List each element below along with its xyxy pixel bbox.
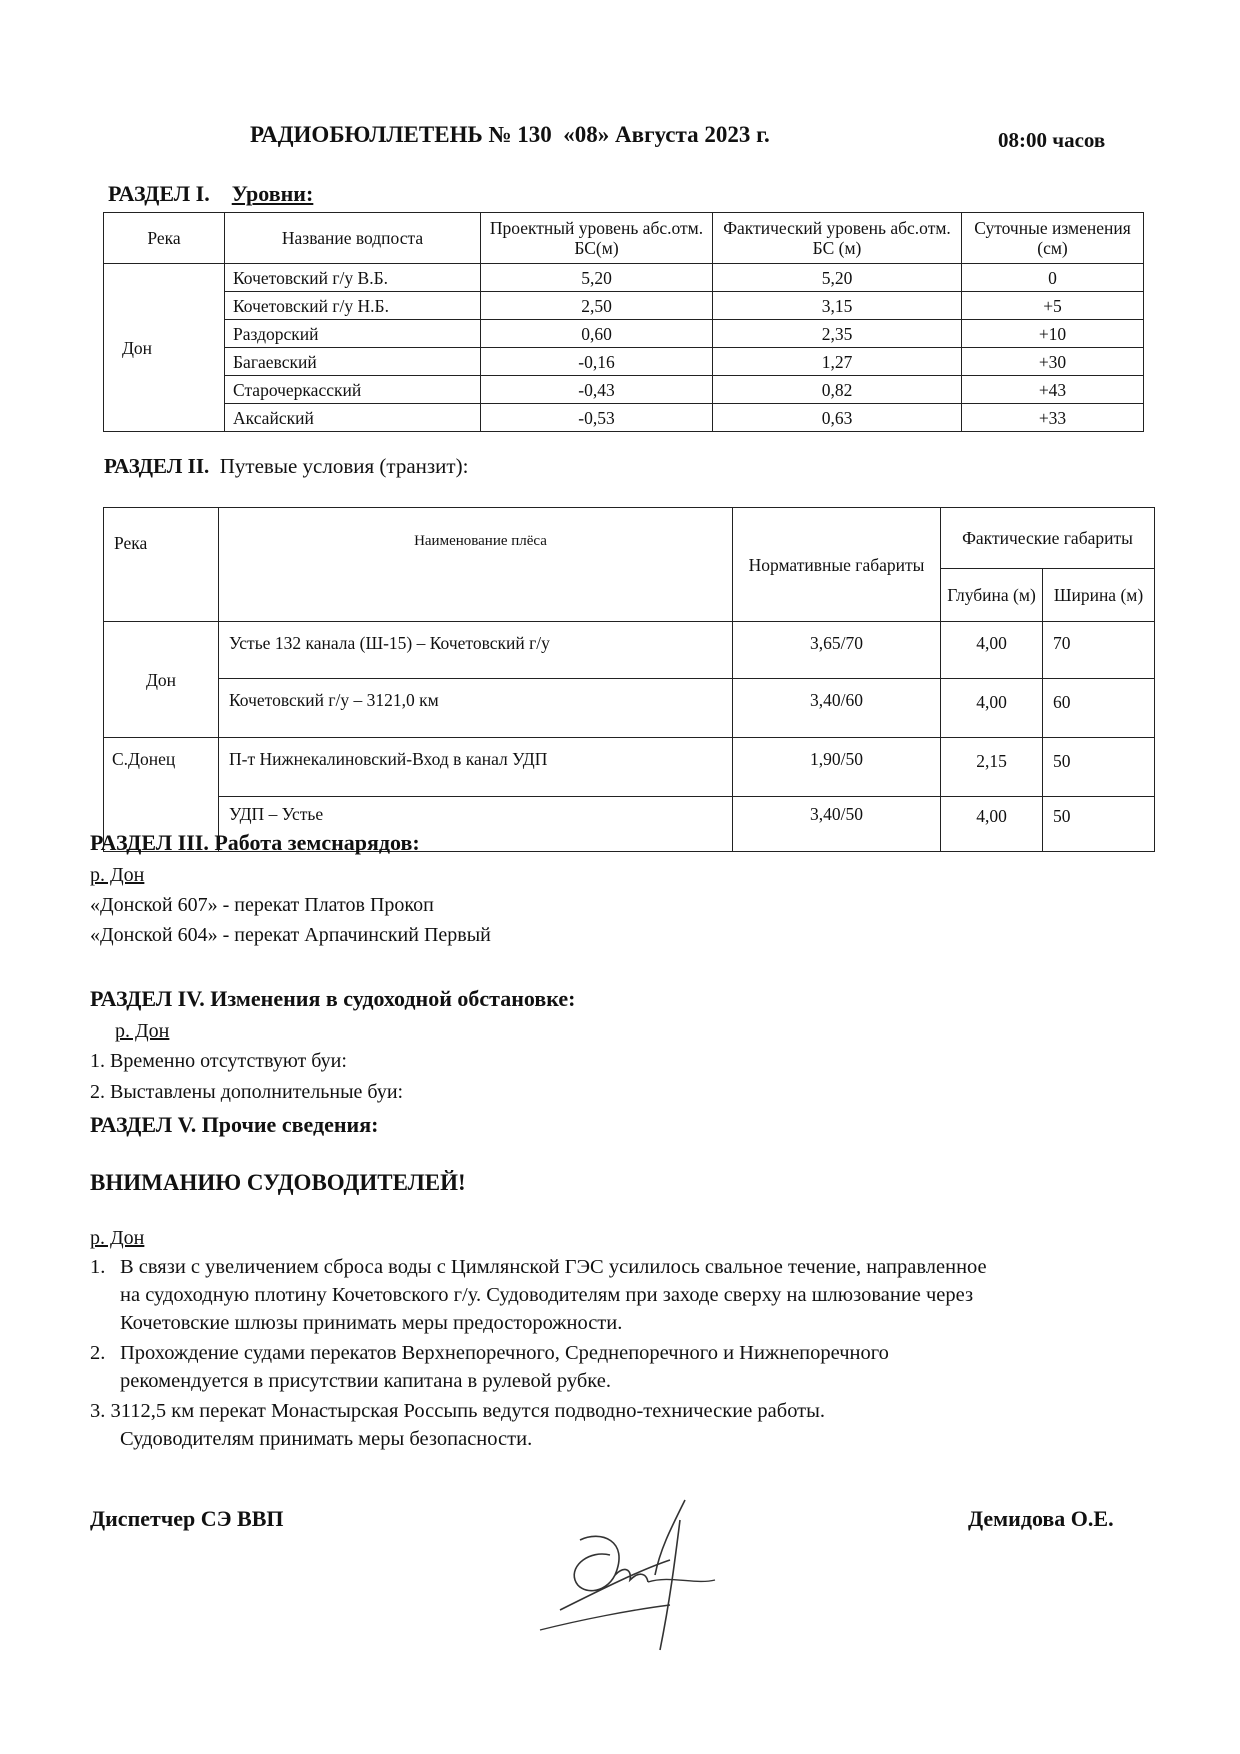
project-level: 5,20 xyxy=(481,264,713,292)
reach-name: Устье 132 канала (Ш-15) – Кочетовский г/у xyxy=(219,622,733,679)
daily-change: +5 xyxy=(962,292,1144,320)
note-number: 3. xyxy=(90,1400,106,1422)
route-col-width: Ширина (м) xyxy=(1043,569,1155,622)
actual-level: 1,27 xyxy=(713,348,962,376)
levels-col-actual: Фактический уровень абс.отм. БС (м) xyxy=(713,213,962,264)
levels-col-change: Суточные изменения (см) xyxy=(962,213,1144,264)
actual-depth: 4,00 xyxy=(941,622,1043,679)
actual-level: 2,35 xyxy=(713,320,962,348)
table-row xyxy=(104,738,1155,797)
norm-dimensions: 3,65/70 xyxy=(733,622,941,679)
note-line: Кочетовские шлюзы принимать меры предосторожности. xyxy=(120,1312,623,1334)
project-level: -0,53 xyxy=(481,404,713,432)
route-conditions-table xyxy=(103,507,1155,852)
levels-col-station: Название водпоста xyxy=(225,213,481,264)
daily-change: 0 xyxy=(962,264,1144,292)
reach-name: УДП – Устье xyxy=(219,797,733,852)
section3-river: р. Дон xyxy=(90,864,145,886)
table-row xyxy=(104,264,1144,292)
project-level: -0,16 xyxy=(481,348,713,376)
dredger-item: «Донской 604» - перекат Арпачинский Первый xyxy=(90,924,491,946)
station-name: Кочетовский г/у Н.Б. xyxy=(225,292,481,320)
note-line: на судоходную плотину Кочетовского г/у. Судоводителям при заходе сверху на шлюзование через xyxy=(120,1284,974,1306)
actual-width: 50 xyxy=(1043,797,1155,852)
actual-depth: 4,00 xyxy=(941,797,1043,852)
buoy-item: 1. Временно отсутствуют буи: xyxy=(90,1050,347,1072)
actual-depth: 4,00 xyxy=(941,679,1043,738)
daily-change: +30 xyxy=(962,348,1144,376)
levels-table xyxy=(103,212,1144,432)
table-row xyxy=(104,679,1155,738)
section2-title xyxy=(104,454,468,479)
section4-river: р. Дон xyxy=(115,1020,170,1042)
section3-title: РАЗДЕЛ III. Работа земснарядов: xyxy=(90,830,420,855)
note-line: рекомендуется в присутствии капитана в рулевой рубке. xyxy=(120,1370,611,1392)
actual-level: 0,63 xyxy=(713,404,962,432)
section1-title-text: Уровни: xyxy=(231,181,314,206)
note-line: Судоводителям принимать меры безопасности. xyxy=(120,1428,533,1450)
route-col-name: Наименование плёса xyxy=(219,508,733,622)
norm-dimensions: 3,40/60 xyxy=(733,679,941,738)
table-row xyxy=(104,404,1144,432)
section2-title-text: Путевые условия (транзит): xyxy=(219,454,469,478)
note-number: 2. xyxy=(90,1342,106,1364)
actual-level: 5,20 xyxy=(713,264,962,292)
station-name: Старочеркасский xyxy=(225,376,481,404)
norm-dimensions: 3,40/50 xyxy=(733,797,941,852)
station-name: Багаевский xyxy=(225,348,481,376)
station-name: Раздорский xyxy=(225,320,481,348)
route-table-header xyxy=(104,508,1155,569)
daily-change: +43 xyxy=(962,376,1144,404)
bulletin-time: 08:00 часов xyxy=(998,128,1106,152)
note-number: 1. xyxy=(90,1256,106,1278)
route-river-cell: Дон xyxy=(104,622,219,738)
daily-change: +33 xyxy=(962,404,1144,432)
section5-title: РАЗДЕЛ V. Прочие сведения: xyxy=(90,1112,379,1137)
actual-level: 0,82 xyxy=(713,376,962,404)
levels-col-river: Река xyxy=(104,213,225,264)
attention-note xyxy=(90,1339,1190,1395)
table-row xyxy=(104,622,1155,679)
section4-title: РАЗДЕЛ IV. Изменения в судоходной обстановке: xyxy=(90,986,576,1011)
daily-change: +10 xyxy=(962,320,1144,348)
route-col-actual: Фактические габариты xyxy=(941,508,1155,569)
route-river-cell: С.Донец xyxy=(104,738,219,852)
project-level: 0,60 xyxy=(481,320,713,348)
route-col-norm: Нормативные габариты xyxy=(733,508,941,622)
note-line: 3112,5 км перекат Монастырская Россыпь ведутся подводно-технические работы. xyxy=(110,1400,826,1422)
signer-position: Диспетчер СЭ ВВП xyxy=(90,1506,284,1531)
actual-width: 60 xyxy=(1043,679,1155,738)
actual-width: 70 xyxy=(1043,622,1155,679)
actual-depth: 2,15 xyxy=(941,738,1043,797)
attention-title: ВНИМАНИЮ СУДОВОДИТЕЛЕЙ! xyxy=(90,1170,466,1195)
bulletin-title: РАДИОБЮЛЛЕТЕНЬ № 130 «08» Августа 2023 г. xyxy=(250,122,770,147)
attention-note xyxy=(90,1397,1190,1453)
project-level: 2,50 xyxy=(481,292,713,320)
signer-name: Демидова О.Е. xyxy=(968,1506,1114,1531)
dredger-item: «Донской 607» - перекат Платов Прокоп xyxy=(90,894,434,916)
levels-table-header xyxy=(104,213,1144,264)
route-col-river: Река xyxy=(104,508,219,622)
table-row xyxy=(104,320,1144,348)
section2-title-number: РАЗДЕЛ II. xyxy=(104,454,210,478)
attention-river: р. Дон xyxy=(90,1227,145,1249)
table-row xyxy=(104,292,1144,320)
levels-col-project: Проектный уровень абс.отм. БС(м) xyxy=(481,213,713,264)
table-row xyxy=(104,348,1144,376)
signature-icon xyxy=(520,1480,760,1660)
buoy-item: 2. Выставлены дополнительные буи: xyxy=(90,1081,404,1103)
reach-name: П-т Нижнекалиновский-Вход в канал УДП xyxy=(219,738,733,797)
table-row xyxy=(104,376,1144,404)
note-line: В связи с увеличением сброса воды с Цимлянской ГЭС усилилось свальное течение, направленное xyxy=(120,1256,987,1278)
route-col-depth: Глубина (м) xyxy=(941,569,1043,622)
section1-title xyxy=(108,181,313,207)
note-line: Прохождение судами перекатов Верхнепоречного, Среднепоречного и Нижнепоречного xyxy=(120,1342,889,1364)
section1-title-number: РАЗДЕЛ I. xyxy=(108,181,210,206)
actual-width: 50 xyxy=(1043,738,1155,797)
attention-note xyxy=(90,1253,1190,1337)
levels-river-cell: Дон xyxy=(104,264,225,432)
reach-name: Кочетовский г/у – 3121,0 км xyxy=(219,679,733,738)
actual-level: 3,15 xyxy=(713,292,962,320)
norm-dimensions: 1,90/50 xyxy=(733,738,941,797)
project-level: -0,43 xyxy=(481,376,713,404)
station-name: Аксайский xyxy=(225,404,481,432)
station-name: Кочетовский г/у В.Б. xyxy=(225,264,481,292)
